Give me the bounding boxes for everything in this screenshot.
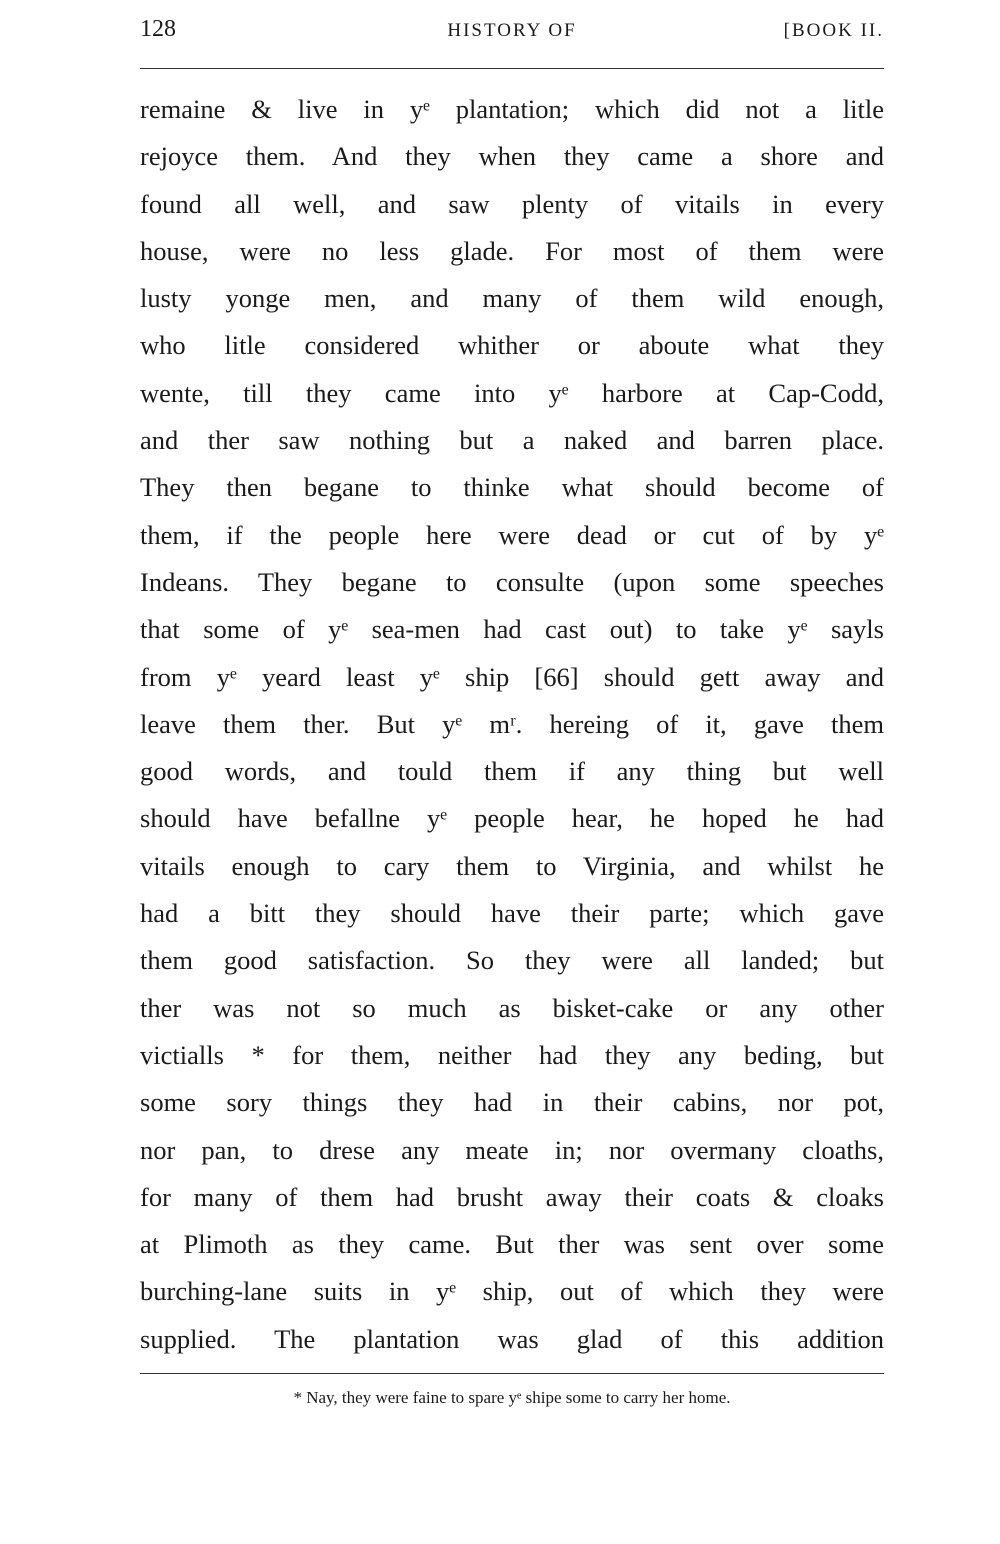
text-line: them, if the people here were dead or cut of by yᵉ xyxy=(140,519,884,550)
text-line: victialls * for them, neither had they any beding, but xyxy=(140,1039,884,1070)
text-line: that some of yᵉ sea-men had cast out) to take yᵉ sayls xyxy=(140,614,884,645)
text-line: remaine & live in yᵉ plantation; which did not a litle xyxy=(140,94,884,124)
text-line: good words, and tould them if any thing but well xyxy=(140,756,884,787)
header-rule xyxy=(140,68,884,69)
text-line: leave them ther. But yᵉ mʳ. hereing of it, gave them xyxy=(140,708,884,739)
text-line: house, were no less glade. For most of them were xyxy=(140,235,884,266)
page-number: 128 xyxy=(140,16,176,42)
text-line: and ther saw nothing but a naked and barren place. xyxy=(140,425,884,456)
text-line: had a bitt they should have their parte; which gave xyxy=(140,898,884,929)
text-line: supplied. The plantation was glad of this addition xyxy=(140,1323,884,1354)
text-line: nor pan, to drese any meate in; nor overmany cloaths, xyxy=(140,1134,884,1165)
footnote-rule xyxy=(140,1373,884,1374)
text-line: should have befallne yᵉ people hear, he hoped he had xyxy=(140,803,884,834)
book-label: [BOOK II. xyxy=(783,20,884,41)
text-line: They then begane to thinke what should become of xyxy=(140,472,884,503)
text-line: vitails enough to cary them to Virginia, and whilst he xyxy=(140,850,884,881)
text-line: found all well, and saw plenty of vitails in every xyxy=(140,188,884,219)
text-line: from yᵉ yeard least yᵉ ship [66] should gett away and xyxy=(140,661,884,692)
running-title: HISTORY OF xyxy=(447,20,577,41)
body-text xyxy=(140,86,884,1363)
text-line: them good satisfaction. So they were all landed; but xyxy=(140,945,884,976)
text-line: at Plimoth as they came. But ther was sent over some xyxy=(140,1229,884,1260)
text-line: some sory things they had in their cabins, nor pot, xyxy=(140,1087,884,1118)
text-line: ther was not so much as bisket-cake or any other xyxy=(140,992,884,1023)
footnote: * Nay, they were faine to spare yᵉ shipe some to carry her home. xyxy=(293,1388,731,1407)
text-line: Indeans. They begane to consulte (upon some speeches xyxy=(140,566,884,597)
text-line: rejoyce them. And they when they came a shore and xyxy=(140,141,884,172)
text-line: for many of them had brusht away their coats & cloaks xyxy=(140,1181,884,1212)
running-header xyxy=(140,16,884,56)
text-line: burching-lane suits in yᵉ ship, out of which they were xyxy=(140,1276,884,1307)
text-line: wente, till they came into yᵉ harbore at Cap-Codd, xyxy=(140,377,884,408)
text-line: who litle considered whither or aboute what they xyxy=(140,330,884,361)
text-line: lusty yonge men, and many of them wild enough, xyxy=(140,283,884,314)
